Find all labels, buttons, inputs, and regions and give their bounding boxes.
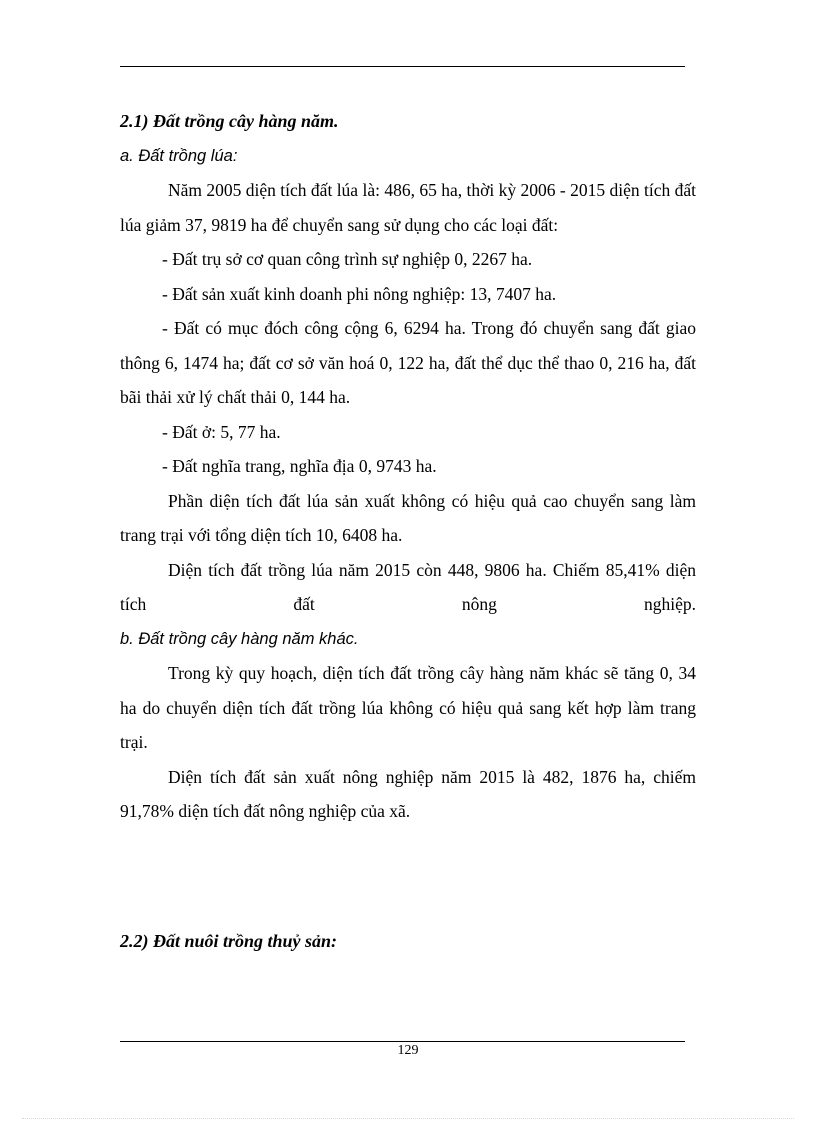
- page-edge-dots: [22, 1118, 794, 1119]
- section-heading-2-1: 2.1) Đất trồng cây hàng năm.: [120, 111, 339, 131]
- header-rule: [120, 66, 685, 67]
- paragraph-annual-crops: Trong kỳ quy hoạch, diện tích đất trồng cây hàng năm khác sẽ tăng 0, 34 ha do chuyển diện tích đất trồng lúa không có hiệu quả sang kết hợp làm trang trại.: [120, 663, 696, 752]
- page-content: [120, 104, 696, 951]
- paragraph-public-land: - Đất có mục đóch công cộng 6, 6294 ha. Trong đó chuyển sang đất giao thông 6, 1474 ha; đất cơ sở văn hoá 0, 122 ha, đất thể dục thể thao 0, 216 ha, đất bãi thải xử lý chất thải 0, 144 ha.: [120, 318, 696, 407]
- subheading-b: b. Đất trồng cây hàng năm khác.: [120, 629, 359, 648]
- bullet-item: - Đất ở: 5, 77 ha.: [162, 421, 281, 442]
- subheading-a: a. Đất trồng lúa:: [120, 146, 238, 165]
- bullet-item: - Đất nghĩa trang, nghĩa địa 0, 9743 ha.: [162, 456, 437, 476]
- section-heading-2-2: 2.2) Đất nuôi trồng thuỷ sản:: [120, 931, 338, 951]
- footer-rule: [120, 1041, 685, 1042]
- paragraph-2015: Diện tích đất trồng lúa năm 2015 còn 448, 9806 ha. Chiếm 85,41% diện tích đất nông nghiệp.: [120, 559, 696, 614]
- bullet-item: - Đất trụ sở cơ quan công trình sự nghiệp 0, 2267 ha.: [162, 249, 533, 269]
- paragraph-rice-land: Năm 2005 diện tích đất lúa là: 486, 65 ha, thời kỳ 2006 - 2015 diện tích đất lúa giảm 37, 9819 ha để chuyển sang sử dụng cho các loại đất:: [120, 180, 696, 235]
- page-number: 129: [397, 1043, 419, 1058]
- bullet-item: - Đất sản xuất kinh doanh phi nông nghiệp: 13, 7407 ha.: [162, 283, 557, 304]
- paragraph-agri-land: Diện tích đất sản xuất nông nghiệp năm 2015 là 482, 1876 ha, chiếm 91,78% diện tích đất nông nghiệp của xã.: [120, 766, 696, 821]
- paragraph-farm: Phần diện tích đất lúa sản xuất không có hiệu quả cao chuyển sang làm trang trại với tổng diện tích 10, 6408 ha.: [120, 490, 696, 545]
